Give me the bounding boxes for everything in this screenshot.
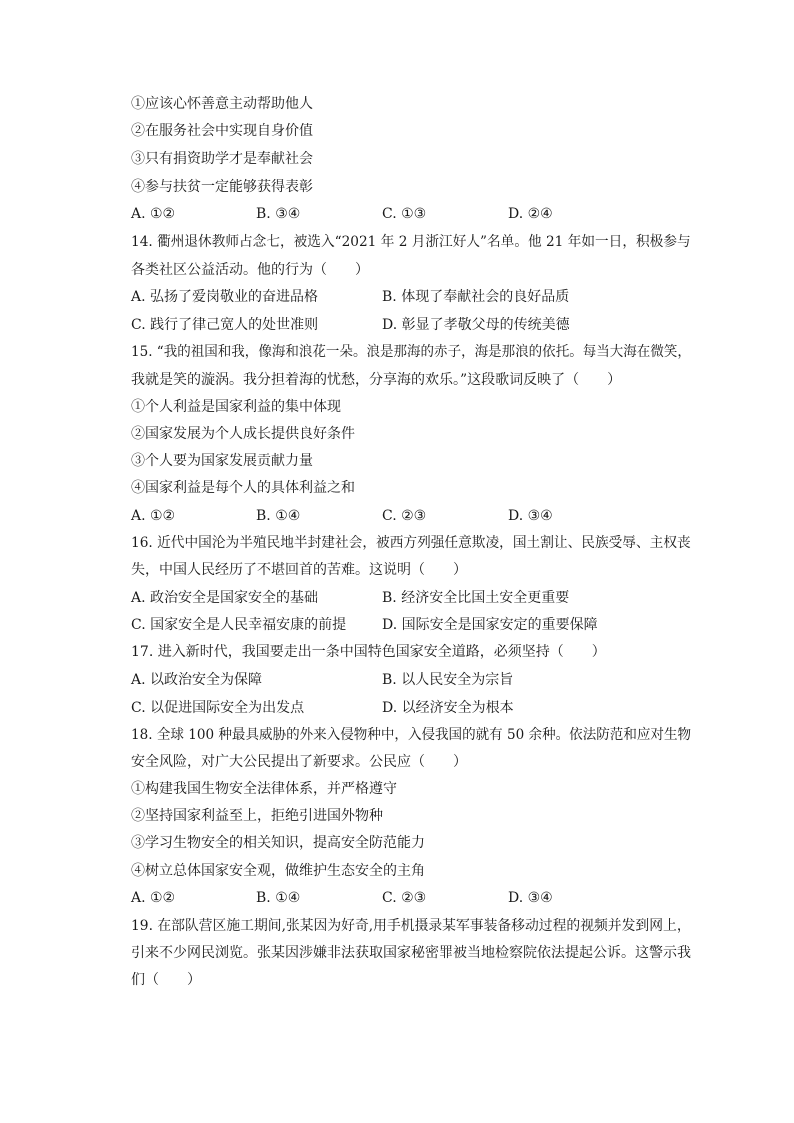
q13-option-c: C. ①③	[382, 206, 427, 222]
q15-stem-line-2: 我就是笑的漩涡。我分担着海的忧愁，分享海的欢乐。”这段歌词反映了（ ）	[131, 372, 622, 388]
q18-options	[131, 889, 691, 907]
q18-stem-line-1: 18. 全球 100 种最具威胁的外来入侵物种中，入侵我国的就有 50 余种。依法防范和应对生物	[131, 727, 692, 743]
q17-options-row-1	[131, 671, 691, 689]
q15-option-b: B. ①④	[256, 508, 301, 524]
q13-statement-1: ①应该心怀善意主动帮助他人	[131, 96, 313, 112]
q18-statement-1: ①构建我国生物安全法律体系，并严格遵守	[131, 781, 397, 797]
q19-stem-line-1: 19. 在部队营区施工期间,张某因为好奇,用手机摄录某军事装备移动过程的视频并发到网上，	[131, 918, 691, 934]
q15-stem-line-1: 15. “我的祖国和我，像海和浪花一朵。浪是那海的赤子，海是那浪的依托。每当大海在微笑，	[131, 344, 691, 360]
q19-stem-line-2: 引来不少网民浏览。张某因涉嫌非法获取国家秘密罪被当地检察院依法提起公诉。这警示我	[131, 945, 691, 961]
q13-options	[131, 205, 691, 223]
q17-option-b: B. 以人民安全为宗旨	[382, 672, 514, 688]
q16-stem-line-1: 16. 近代中国沦为半殖民地半封建社会，被西方列强任意欺凌，国土割让、民族受辱、主权丧	[131, 535, 691, 551]
q13-option-b: B. ③④	[256, 206, 301, 222]
q13-option-d: D. ②④	[508, 206, 553, 222]
q15-statement-3: ③个人要为国家发展贡献力量	[131, 453, 313, 469]
q15-statement-2: ②国家发展为个人成长提供良好条件	[131, 426, 355, 442]
q16-option-c: C. 国家安全是人民幸福安康的前提	[131, 617, 347, 633]
q18-stem-line-2: 安全风险，对广大公民提出了新要求。公民应（ ）	[131, 754, 467, 770]
q13-statement-2: ②在服务社会中实现自身价值	[131, 123, 313, 139]
q18-statement-4: ④树立总体国家安全观，做维护生态安全的主角	[131, 863, 425, 879]
q14-stem-line-2: 各类社区公益活动。他的行为（ ）	[131, 262, 369, 278]
q18-statement-2: ②坚持国家利益至上，拒绝引进国外物种	[131, 808, 383, 824]
q17-stem-line-1: 17. 进入新时代，我国要走出一条中国特色国家安全道路，必须坚持（ ）	[131, 644, 606, 660]
q18-option-d: D. ③④	[508, 890, 553, 906]
q14-option-c: C. 践行了律己宽人的处世准则	[131, 317, 319, 333]
q15-option-d: D. ③④	[508, 508, 553, 524]
q16-options-row-2	[131, 616, 691, 634]
q19-stem-line-3: 们（ ）	[131, 972, 201, 988]
q17-option-d: D. 以经济安全为根本	[382, 700, 514, 716]
q14-option-a: A. 弘扬了爱岗敬业的奋进品格	[131, 289, 319, 305]
q15-statement-4: ④国家利益是每个人的具体利益之和	[131, 480, 355, 496]
q18-option-b: B. ①④	[256, 890, 301, 906]
q18-option-c: C. ②③	[382, 890, 427, 906]
q17-option-c: C. 以促进国际安全为出发点	[131, 700, 305, 716]
q13-statement-4: ④参与扶贫一定能够获得表彰	[131, 179, 313, 195]
q17-option-a: A. 以政治安全为保障	[131, 672, 263, 688]
q18-option-a: A. ①②	[131, 890, 176, 906]
q14-stem-line-1: 14. 衢州退休教师占念七，被选入“2021 年 2 月浙江好人”名单。他 21 年如一日，积极参与	[131, 234, 691, 250]
q15-statement-1: ①个人利益是国家利益的集中体现	[131, 399, 341, 415]
q16-option-b: B. 经济安全比国土安全更重要	[382, 590, 570, 606]
q15-option-c: C. ②③	[382, 508, 427, 524]
q15-option-a: A. ①②	[131, 508, 176, 524]
q15-options	[131, 507, 691, 525]
q14-option-b: B. 体现了奉献社会的良好品质	[382, 289, 570, 305]
q17-options-row-2	[131, 699, 691, 717]
q16-stem-line-2: 失，中国人民经历了不堪回首的苦难。这说明（ ）	[131, 562, 467, 578]
q16-option-d: D. 国际安全是国家安定的重要保障	[382, 617, 598, 633]
q14-option-d: D. 彰显了孝敬父母的传统美德	[382, 317, 570, 333]
q14-options-row-1	[131, 288, 691, 306]
q13-option-a: A. ①②	[131, 206, 176, 222]
q13-statement-3: ③只有捐资助学才是奉献社会	[131, 151, 313, 167]
q18-statement-3: ③学习生物安全的相关知识，提高安全防范能力	[131, 835, 425, 851]
q16-options-row-1	[131, 589, 691, 607]
q14-options-row-2	[131, 316, 691, 334]
q16-option-a: A. 政治安全是国家安全的基础	[131, 590, 319, 606]
